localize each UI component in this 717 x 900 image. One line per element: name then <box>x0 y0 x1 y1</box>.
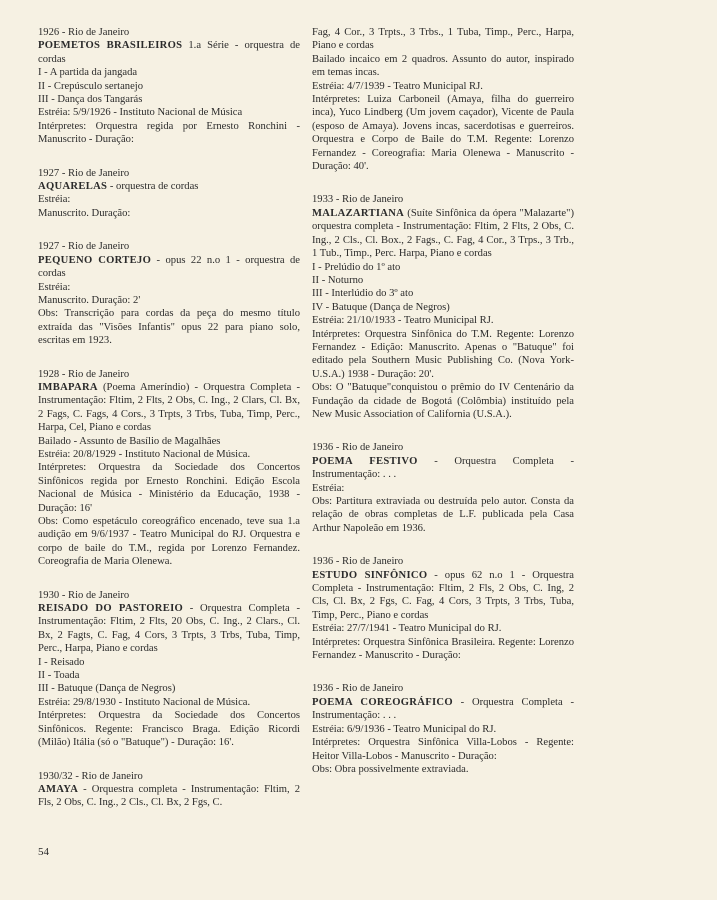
catalog-entry-poemetos <box>38 26 300 147</box>
work-title-line <box>312 696 574 723</box>
entry-line: Estréia: <box>38 281 71 293</box>
work-title: IMBAPARA <box>38 381 98 393</box>
work-description: 1.a Série - orquestra de cordas <box>38 40 300 65</box>
entry-line: Estréia: <box>312 482 345 494</box>
entry-line: Obs: Como espetáculo coreográfico encenado, teve sua 1.a audição em 9/6/1937 - Teatro Municipal do RJ. Orquestra e corpo de baile do T.M., regida por Lorenzo Fernandez. Coreografia de Maria Olenewa. <box>38 516 300 568</box>
work-title: POEMETOS BRASILEIROS <box>38 40 183 52</box>
entry-line: IV - Batuque (Dança de Negros) <box>312 301 450 313</box>
work-description: - opus 22 n.o 1 - orquestra de cordas <box>38 254 301 280</box>
work-title-line <box>38 180 300 193</box>
work-description: (Suíte Sinfônica da ópera "Malazarte") orquestra completa - Instrumentação: Fltim, 2 Flts, 2 Obs, C. Ing., 2 Cls., Cl. Box., 2 Fags., C. Fag, 4 Cor., 3 Trps., 3 Trb., 1 Tub., Timp., Perc. Harpa, Piano e cordas <box>312 207 574 260</box>
entry-line: Obs: Transcrição para cordas da peça do mesmo título extraída das "Visões Infantis" opus 22 para piano solo, escritas em 1923. <box>38 308 300 347</box>
entry-line: Bailado incaico em 2 quadros. Assunto do autor, inspirado em temas incas. <box>312 53 574 79</box>
work-title-line <box>312 455 574 482</box>
entry-line: III - Batuque (Dança de Negros) <box>38 683 176 695</box>
work-title: ESTUDO SINFÔNICO <box>312 569 428 581</box>
entry-line: Estréia: 20/8/1929 - Instituto Nacional de Música. <box>38 448 251 460</box>
work-title-line <box>38 254 300 281</box>
entry-line: Estréia: 21/10/1933 - Teatro Municipal RJ. <box>312 315 494 327</box>
work-title-line <box>38 381 300 435</box>
entry-line: I - Prelúdio do 1º ato <box>312 261 401 273</box>
entry-line: 1927 - Rio de Janeiro <box>38 167 130 179</box>
catalog-entry-poema_festivo <box>312 441 574 535</box>
entry-line: Intérpretes: Orquestra Sinfônica Villa-Lobos - Regente: Heitor Villa-Lobos - Manuscrito - Duração: <box>312 737 574 762</box>
catalog-entry-estudo <box>312 555 574 662</box>
entry-line: 1936 - Rio de Janeiro <box>312 556 404 568</box>
work-title-line <box>312 207 574 261</box>
entry-line: Intérpretes: Orquestra da Sociedade dos Concertos Sinfônicos. Regente: Francisco Braga. Edição Ricordi (Milão) Itália (só o "Batuque") - Duração: 16'. <box>38 710 300 749</box>
work-title-line <box>38 783 300 810</box>
entry-line: 1928 - Rio de Janeiro <box>38 368 130 380</box>
entry-line: III - Interlúdio do 3º ato <box>312 288 414 300</box>
work-title: REISADO DO PASTOREIO <box>38 603 184 615</box>
work-title: POEMA FESTIVO <box>312 455 418 467</box>
entry-line: Estréia: 5/9/1926 - Instituto Nacional de Música <box>38 107 243 119</box>
catalog-entry-amaya_cont <box>312 26 574 173</box>
entry-line: 1930 - Rio de Janeiro <box>38 589 130 601</box>
entry-line: Bailado - Assunto de Basílio de Magalhães <box>38 435 221 447</box>
entry-line: II - Crepúsculo sertanejo <box>38 80 144 92</box>
entry-line: Estréia: 27/7/1941 - Teatro Municipal do RJ. <box>312 623 502 635</box>
entry-line: 1930/32 - Rio de Janeiro <box>38 770 143 782</box>
entry-line: Obs: O "Batuque"conquistou o prêmio do IV Centenário da Fundação da cidade de Bogotá (Colômbia) instituído pela New Music Association of California (U.S.A.). <box>312 382 574 420</box>
entry-line: Estréia: 29/8/1930 - Instituto Nacional de Música. <box>38 696 251 708</box>
left-column <box>38 26 300 830</box>
right-column <box>312 26 574 796</box>
entry-line: Intérpretes: Orquestra Sinfônica do T.M. Regente: Lorenzo Fernandez - Edição: Manuscrito. Apenas o "Batuque" foi editado pela Southern Music Publishing Co. (Nova York-U.S.A.) 1938 - Duração: 20'. <box>312 328 574 380</box>
work-description: - Orquestra completa - Instrumentação: Fltim, 2 Fls, 2 Obs, C. Ing., 2 Cls., Cl. Bx, 2 Fgs, C. <box>38 783 300 809</box>
entry-line: Intérpretes: Orquestra Sinfônica Brasileira. Regente: Lorenzo Fernandez - Manuscrito - Duração: <box>312 636 574 662</box>
entry-line: 1927 - Rio de Janeiro <box>38 241 130 253</box>
work-description: - opus 62 n.o 1 - Orquestra Completa - Instrumentação: Fltim, 2 Fls, 2 Obs, C. Ing, 2 Cls, Cl. Bx, 2 Fgs, C. Fag, 4 Cors, 3 Trpts, 3 Trbs, Tuba, Timp, Perc., Piano e cordas <box>312 569 574 621</box>
entry-line: II - Noturno <box>312 274 364 286</box>
work-title: POEMA COREOGRÁFICO <box>312 696 453 708</box>
catalog-entry-imbapara <box>38 368 300 569</box>
work-title-line <box>312 569 574 623</box>
catalog-entry-reisado <box>38 589 300 750</box>
entry-line: Intérpretes: Orquestra da Sociedade dos Concertos Sinfônicos regida por Ernesto Ronchini. Edição Escola Nacional de Música - Ministério da Educação, 1938 - Duração: 16' <box>38 462 300 514</box>
catalog-entry-poema_coreo <box>312 682 574 776</box>
work-description: - Orquestra Completa - Instrumentação: Fltim, 2 Flts, 20 Obs, C. Ing., 2 Clars., Cl. Bx, 2 Fagts, C. Fag, 4 Cors, 3 Trpts, 3 Trbs, Tuba, Timp, Perc., Harpa, Piano e cordas <box>38 603 300 655</box>
catalog-entry-malazartiana <box>312 193 574 421</box>
catalog-entry-aquarelas <box>38 167 300 221</box>
entry-line: 1936 - Rio de Janeiro <box>312 683 404 695</box>
work-title: PEQUENO CORTEJO <box>38 254 152 266</box>
entry-line: Obs: Obra possivelmente extraviada. <box>312 763 469 775</box>
work-title: MALAZARTIANA <box>312 207 405 219</box>
entry-line: Estréia: 4/7/1939 - Teatro Municipal RJ. <box>312 80 483 92</box>
entry-line: II - Toada <box>38 670 80 682</box>
work-title-line <box>38 39 300 66</box>
entry-line: Estréia: <box>38 194 71 206</box>
work-description: - Orquestra Completa - Instrumentação: . . . <box>312 455 574 481</box>
entry-line: 1936 - Rio de Janeiro <box>312 442 404 454</box>
entry-line: Manuscrito. Duração: 2' <box>38 294 141 306</box>
work-title-line <box>38 602 300 656</box>
entry-line: III - Dança dos Tangarás <box>38 94 143 106</box>
work-title: AQUARELAS <box>38 181 108 193</box>
entry-line: 1933 - Rio de Janeiro <box>312 194 404 206</box>
catalog-entry-pequeno <box>38 240 300 347</box>
entry-line: Intérpretes: Luiza Carboneil (Amaya, filha do guerreiro inca), Yuco Lindberg (Um jovem caçador), Vicente de Paula (esposo de Amaya). Jovens incas, sacerdotisas e guerreiros. Orquestra e Corpo de Baile do T.M. Regente: Lorenzo Fernandez - Coreografia: Maria Olenewa - Manuscrito - Duração: 40'. <box>312 94 574 173</box>
entry-line: I - A partida da jangada <box>38 67 138 79</box>
catalog-entry-amaya <box>38 770 300 810</box>
entry-line: Estréia: 6/9/1936 - Teatro Municipal do RJ. <box>312 723 497 735</box>
entry-line: I - Reisado <box>38 656 85 668</box>
work-title: AMAYA <box>38 783 79 795</box>
page-number: 54 <box>38 846 49 858</box>
work-description: - orquestra de cordas <box>107 181 199 193</box>
work-description: - Orquestra Completa - Instrumentação: . . . <box>312 696 574 722</box>
work-description: (Poema Ameríndio) - Orquestra Completa - Instrumentação: Fltim, 2 Flts, 2 Obs, C. Ing., 2 Clars, Cl. Bx, 2 Fags, C. Fags, 4 Cors., 3 Trpts, 3 Trbs, Tuba, Timp, Perc., Harpa, Cel, Piano e cordas <box>38 381 300 434</box>
entry-line: Intérpretes: Orquestra regida por Ernesto Ronchini - Manuscrito - Duração: <box>38 120 300 146</box>
entry-line: Obs: Partitura extraviada ou destruída pelo autor. Consta da relação de obras completas de L.F. publicada pela Casa Arthur Napoleão em 1936. <box>312 496 574 534</box>
entry-line: 1926 - Rio de Janeiro <box>38 27 130 38</box>
entry-line: Manuscrito. Duração: <box>38 207 131 219</box>
entry-line: Fag, 4 Cor., 3 Trpts., 3 Trbs., 1 Tuba, Timp., Perc., Harpa, Piano e cordas <box>312 27 574 52</box>
